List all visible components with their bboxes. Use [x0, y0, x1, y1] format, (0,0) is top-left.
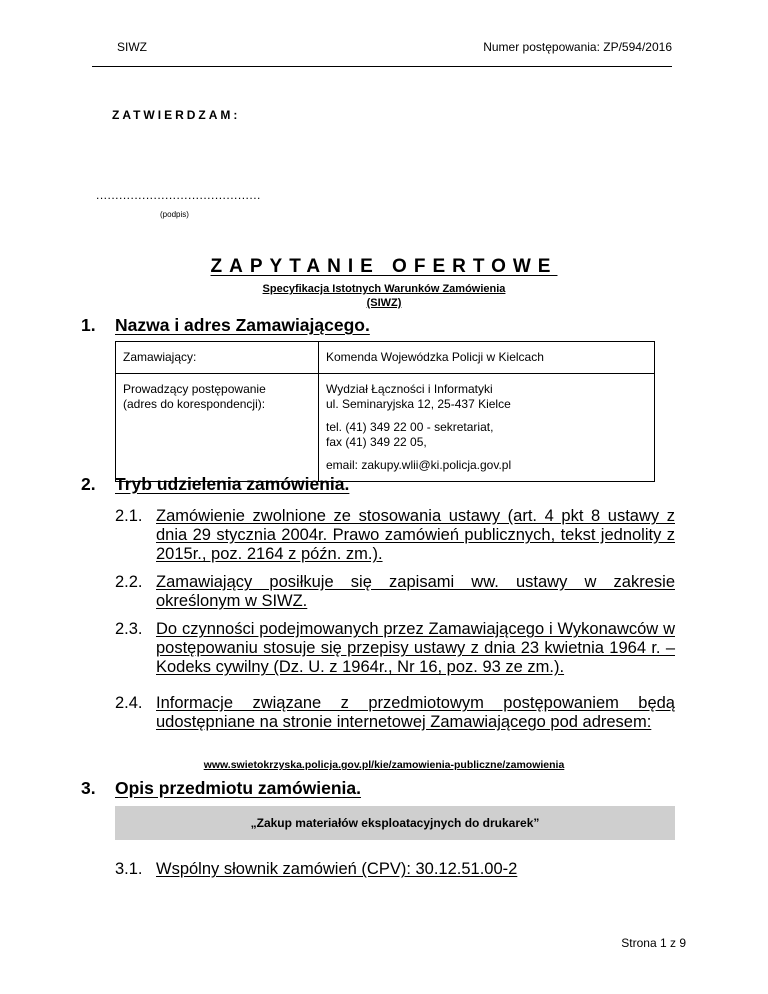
- section-3-number: 3.: [81, 778, 96, 798]
- item-number: 2.3.: [115, 620, 143, 638]
- table-cell-value: Komenda Wojewódzka Policji w Kielcach: [319, 342, 655, 374]
- item-text: Do czynności podejmowanych przez Zamawiającego i Wykonawców w postępowaniu stosuje się przepisy ustawy z dnia 23 kwietnia 1964 r. – Kodeks cywilny (Dz. U. z 1964r., Nr 16, poz. 93 ze zm.).: [156, 620, 675, 676]
- table-cell-label: [116, 374, 319, 482]
- table-row: [116, 342, 655, 374]
- table-cell-value: [319, 374, 655, 482]
- item-text: Zamówienie zwolnione ze stosowania ustawy (art. 4 pkt 8 ustawy z dnia 29 stycznia 2004r. Prawo zamówień publicznych, tekst jednolity z 2015r., poz. 2164 z późn. zm.).: [156, 507, 675, 563]
- section-2-title: Tryb udzielenia zamówienia.: [115, 474, 350, 494]
- tender-url-text[interactable]: www.swietokrzyska.policja.gov.pl/kie/zamowienia-publiczne/zamowienia: [203, 759, 565, 771]
- list-item: [115, 694, 675, 732]
- section-2-number: 2.: [81, 474, 96, 494]
- list-item: [115, 573, 675, 611]
- signature-note: (podpis): [160, 210, 189, 219]
- signature-line: ...........................................: [96, 188, 261, 202]
- item-text: Informacje związane z przedmiotowym postępowaniem będą udostępniane na stronie internetowej Zamawiającego pod adresem:: [156, 694, 675, 731]
- page-number: Strona 1 z 9: [621, 936, 686, 950]
- contact-label-line-2: (adres do korespondencji):: [123, 397, 266, 411]
- document-subtitle: [0, 282, 768, 310]
- list-item: [115, 860, 675, 879]
- item-number: 3.1.: [115, 860, 143, 878]
- subject-banner: „Zakup materiałów eksploatacyjnych do drukarek”: [115, 806, 675, 840]
- tender-url[interactable]: [0, 759, 768, 771]
- subtitle-line-1: Specyfikacja Istotnych Warunków Zamówienia: [262, 283, 506, 295]
- header-divider: [92, 66, 672, 67]
- table-cell-label: Zamawiający:: [116, 342, 319, 374]
- item-number: 2.2.: [115, 573, 143, 591]
- item-text: Wspólny słownik zamówień (CPV): 30.12.51.00-2: [156, 860, 518, 878]
- address-line-1: Wydział Łączności i Informatyki: [326, 382, 493, 396]
- section-1-title: Nazwa i adres Zamawiającego.: [115, 315, 370, 335]
- contracting-authority-table: [115, 341, 655, 482]
- list-item: [115, 620, 675, 677]
- section-1-heading: [81, 315, 370, 336]
- approval-label: ZATWIERDZAM:: [112, 108, 241, 122]
- address-line-2: ul. Seminaryjska 12, 25-437 Kielce: [326, 397, 511, 411]
- item-number: 2.4.: [115, 694, 143, 712]
- section-1-number: 1.: [81, 315, 96, 335]
- document-title: [0, 256, 768, 278]
- list-item: [115, 507, 675, 564]
- section-3-title: Opis przedmiotu zamówienia.: [115, 778, 362, 798]
- contact-label-line-1: Prowadzący postępowanie: [123, 382, 266, 396]
- section-3-heading: [81, 778, 361, 799]
- header-case-number: Numer postępowania: ZP/594/2016: [483, 40, 672, 54]
- section-2-heading: [81, 474, 349, 495]
- phone-line: tel. (41) 349 22 00 - sekretariat,: [326, 420, 494, 434]
- table-row: [116, 374, 655, 482]
- header-doc-type: SIWZ: [117, 40, 147, 54]
- item-number: 2.1.: [115, 507, 143, 525]
- fax-line: fax (41) 349 22 05,: [326, 435, 427, 449]
- item-text: Zamawiający posiłkuje się zapisami ww. ustawy w zakresie określonym w SIWZ.: [156, 573, 675, 610]
- subtitle-line-2: (SIWZ): [366, 297, 402, 309]
- email-line: email: zakupy.wlii@ki.policja.gov.pl: [326, 458, 512, 472]
- document-title-text: ZAPYTANIE OFERTOWE: [210, 256, 558, 277]
